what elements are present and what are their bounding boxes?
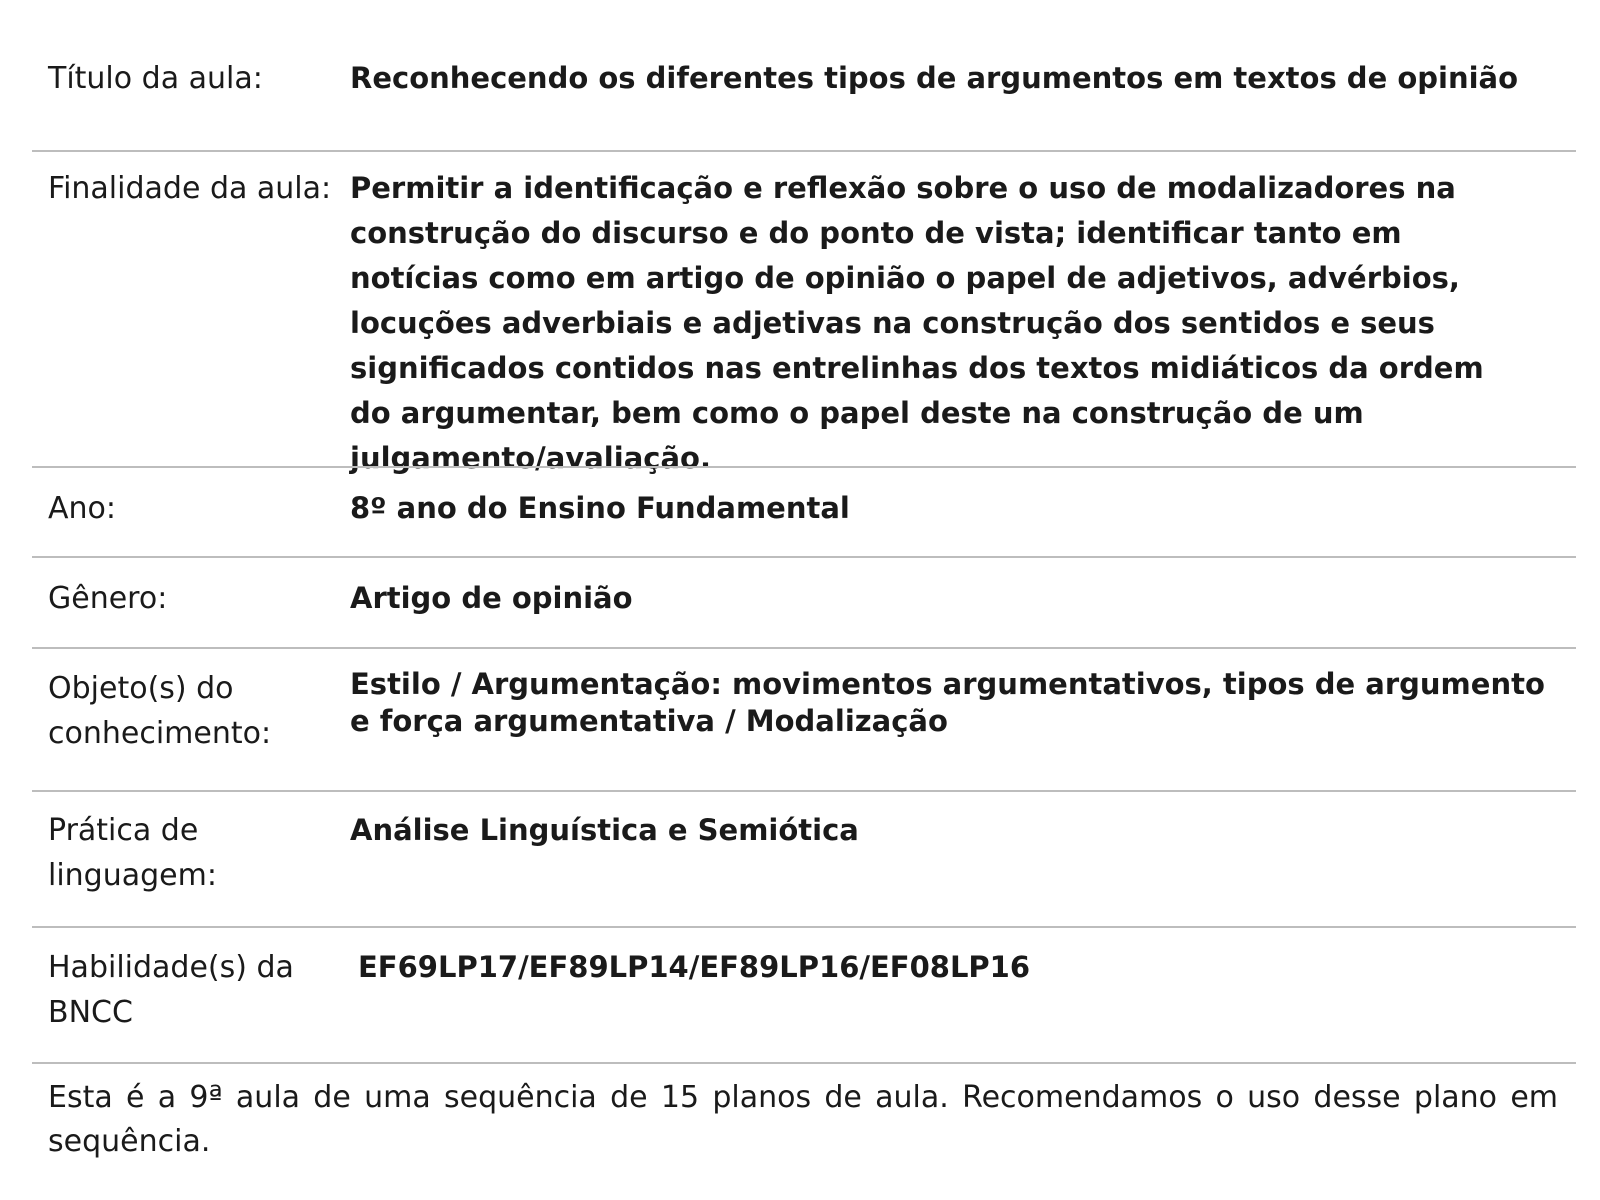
language-practice-label: Prática de linguagem:	[48, 813, 217, 893]
divider	[32, 647, 1576, 649]
knowledge-objects-value: Estilo / Argumentação: movimentos argumentativos, tipos de argumento e força argumentativa / Modalização	[350, 667, 1545, 738]
bncc-skills-label: Habilidade(s) da BNCC	[48, 950, 294, 1030]
divider	[32, 150, 1576, 152]
genre-value: Artigo de opinião	[350, 581, 633, 615]
row-lesson-title	[32, 56, 1576, 146]
divider	[32, 466, 1576, 468]
genre-label: Gênero:	[48, 581, 168, 616]
knowledge-objects-label: Objeto(s) do conhecimento:	[48, 671, 272, 751]
lesson-title-value: Reconhecendo os diferentes tipos de argumentos em textos de opinião	[350, 61, 1519, 95]
divider	[32, 556, 1576, 558]
row-school-year	[32, 486, 1576, 546]
row-lesson-purpose	[32, 166, 1576, 475]
school-year-value: 8º ano do Ensino Fundamental	[350, 491, 850, 525]
row-bncc-skills	[32, 945, 1576, 1055]
sequence-note: Esta é a 9ª aula de uma sequência de 15 planos de aula. Recomendamos o uso desse plano em sequência.	[48, 1080, 1558, 1159]
lesson-purpose-label: Finalidade da aula:	[48, 171, 332, 206]
divider	[32, 790, 1576, 792]
school-year-label: Ano:	[48, 491, 116, 526]
row-knowledge-objects	[32, 666, 1576, 786]
row-genre	[32, 576, 1576, 636]
language-practice-value: Análise Linguística e Semiótica	[350, 813, 859, 847]
divider	[32, 1062, 1576, 1064]
bncc-skills-value: EF69LP17/EF89LP14/EF89LP16/EF08LP16	[358, 950, 1031, 984]
divider	[32, 926, 1576, 928]
lesson-title-label: Título da aula:	[48, 61, 263, 96]
lesson-purpose-value: Permitir a identificação e reflexão sobre o uso de modalizadores na construção do discurso e do ponto de vista; identificar tanto em notícias como em artigo de opinião o papel de adjetivos, advérbios, locuções adverbiais e adjetivas na construção dos sentidos e seus significados contidos nas entrelinhas dos textos midiáticos da ordem do argumentar, bem como o papel deste na construção de um julgamento/avaliação.	[350, 171, 1484, 475]
row-language-practice	[32, 808, 1576, 918]
